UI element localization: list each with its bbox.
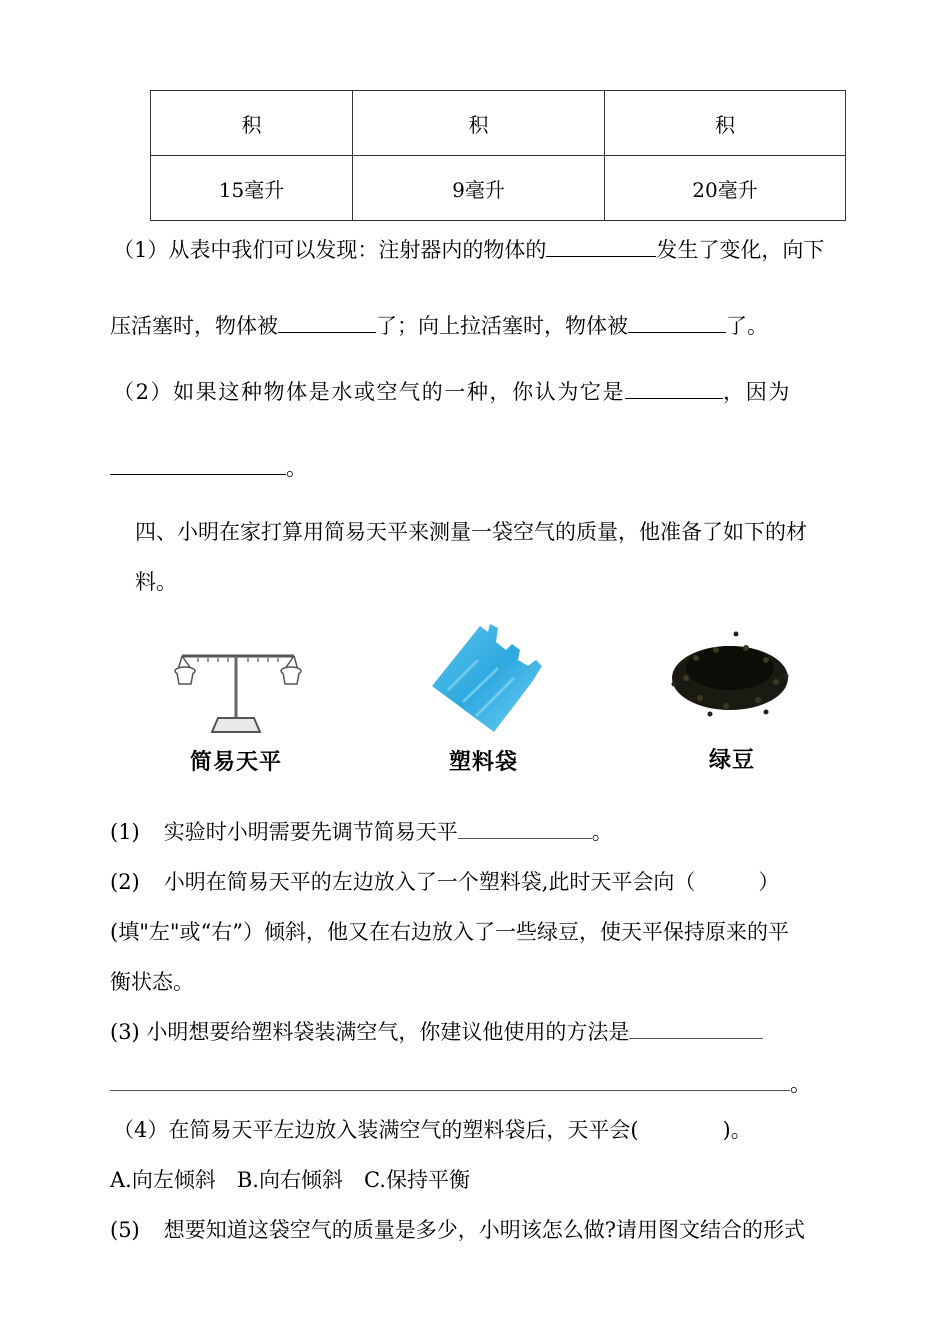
table-cell: 积 bbox=[353, 91, 605, 156]
mung-beans-image bbox=[666, 628, 794, 720]
material-label-bag: 塑料袋 bbox=[449, 750, 519, 775]
q4-title-line-1: 四、小明在家打算用简易天平来测量一袋空气的质量，他准备了如下的材 bbox=[135, 520, 807, 544]
q4-sub-3 bbox=[110, 1016, 763, 1046]
q4-sub-4: （4）在简易天平左边放入装满空气的塑料袋后，天平会( )。 bbox=[113, 1118, 752, 1142]
sub-text: 小明在简易天平的左边放入了一个塑料袋,此时天平会向（ ） bbox=[163, 870, 780, 894]
q3-text: 了；向上拉活塞时，物体被 bbox=[376, 314, 628, 338]
q3-text: （1）从表中我们可以发现：注射器内的物体的 bbox=[113, 238, 547, 262]
answer-blank[interactable] bbox=[628, 331, 726, 333]
answer-blank[interactable] bbox=[625, 397, 723, 399]
q3-text: 发生了变化，向下 bbox=[656, 238, 825, 262]
sub-number: (1) bbox=[110, 820, 140, 844]
balance-icon bbox=[168, 640, 308, 740]
material-label-beans: 绿豆 bbox=[709, 748, 756, 773]
q3-line-3 bbox=[113, 376, 791, 406]
q3-text: （2）如果这种物体是水或空气的一种，你认为它是 bbox=[113, 380, 626, 404]
q3-text: ，因为 bbox=[723, 380, 791, 404]
q4-sub-5 bbox=[110, 1214, 805, 1244]
sub-text: (3) 小明想要给塑料袋装满空气，你建议他使用的方法是 bbox=[110, 1020, 630, 1044]
q3-text: 压活塞时，物体被 bbox=[110, 314, 278, 338]
balance-image bbox=[168, 640, 308, 740]
sub-text: 实验时小明需要先调节简易天平 bbox=[163, 820, 458, 844]
answer-blank[interactable] bbox=[546, 255, 656, 257]
q3-line-4 bbox=[110, 452, 307, 482]
mung-beans-icon bbox=[666, 628, 794, 720]
q4-sub-2-line-2: (填"左"或“右”）倾斜，他又在右边放入了一些绿豆，使天平保持原来的平 bbox=[110, 920, 789, 944]
q3-line-1 bbox=[113, 234, 824, 264]
answer-blank[interactable] bbox=[278, 331, 376, 333]
q3-line-2 bbox=[110, 310, 768, 340]
q4-sub-3-line-2 bbox=[110, 1068, 811, 1098]
sub-number: (5) bbox=[110, 1218, 140, 1242]
table-row bbox=[151, 156, 846, 221]
sub-text: 想要知道这袋空气的质量是多少，小明该怎么做?请用图文结合的形式 bbox=[163, 1218, 806, 1242]
volume-table bbox=[150, 90, 846, 221]
answer-blank[interactable] bbox=[110, 473, 286, 475]
q4-sub-2 bbox=[110, 866, 779, 896]
table-cell: 15毫升 bbox=[151, 156, 353, 221]
table-cell: 20毫升 bbox=[605, 156, 846, 221]
sub-text: 。 bbox=[591, 820, 613, 844]
plastic-bag-image bbox=[428, 620, 546, 738]
q4-sub-2-line-3: 衡状态。 bbox=[110, 970, 194, 994]
q4-title-line-2: 料。 bbox=[135, 570, 177, 594]
material-label-balance: 简易天平 bbox=[190, 750, 283, 775]
q3-text: 了。 bbox=[726, 314, 768, 338]
table-row bbox=[151, 91, 846, 156]
plastic-bag-icon bbox=[428, 620, 546, 738]
q4-sub-1 bbox=[110, 816, 613, 846]
table-cell: 9毫升 bbox=[353, 156, 605, 221]
sub-number: (2) bbox=[110, 870, 140, 894]
table-cell: 积 bbox=[151, 91, 353, 156]
q4-options: A.向左倾斜 B.向右倾斜 C.保持平衡 bbox=[110, 1168, 470, 1192]
table-cell: 积 bbox=[605, 91, 846, 156]
answer-blank[interactable] bbox=[110, 1089, 790, 1091]
sub-text: 。 bbox=[790, 1072, 811, 1096]
q3-text: 。 bbox=[286, 456, 307, 480]
answer-blank[interactable] bbox=[458, 837, 592, 839]
answer-blank[interactable] bbox=[629, 1037, 763, 1039]
